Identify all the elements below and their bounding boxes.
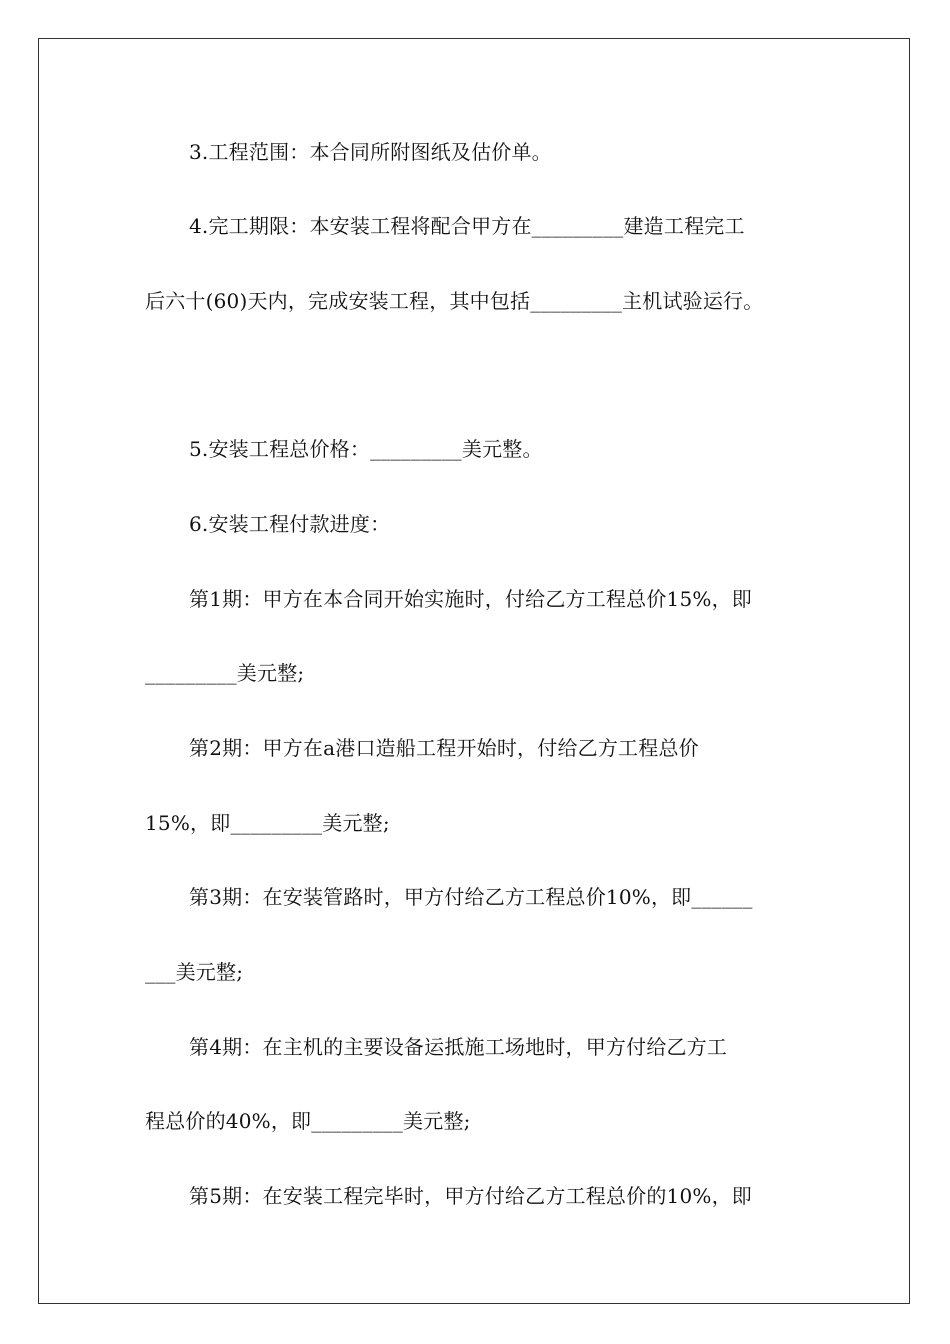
installment-4-line1: 第4期：在主机的主要设备运抵施工场地时，甲方付给乙方工: [189, 1035, 728, 1059]
clause-4-deadline-line1: 4.完工期限：本安装工程将配合甲方在_________建造工程完工: [189, 214, 745, 238]
installment-4-line2: 程总价的40%，即_________美元整;: [145, 1109, 471, 1133]
clause-5-total-price: 5.安装工程总价格：_________美元整。: [189, 437, 543, 461]
installment-5-line1: 第5期：在安装工程完毕时，甲方付给乙方工程总价的10%，即: [189, 1184, 752, 1208]
installment-2-line2: 15%，即_________美元整;: [145, 811, 390, 835]
installment-1-line2: _________美元整;: [145, 661, 305, 685]
installment-1-line1: 第1期：甲方在本合同开始实施时，付给乙方工程总价15%，即: [189, 587, 752, 611]
clause-4-deadline-line2: 后六十(60)天内，完成安装工程，其中包括_________主机试验运行。: [145, 289, 764, 313]
clause-3-scope: 3.工程范围：本合同所附图纸及估价单。: [189, 140, 552, 164]
installment-2-line1: 第2期：甲方在a港口造船工程开始时，付给乙方工程总价: [189, 736, 699, 760]
installment-3-line1: 第3期：在安装管路时，甲方付给乙方工程总价10%，即______: [189, 885, 753, 909]
clause-6-payment-schedule: 6.安装工程付款进度：: [189, 512, 391, 536]
installment-3-line2: ___美元整;: [145, 960, 244, 984]
